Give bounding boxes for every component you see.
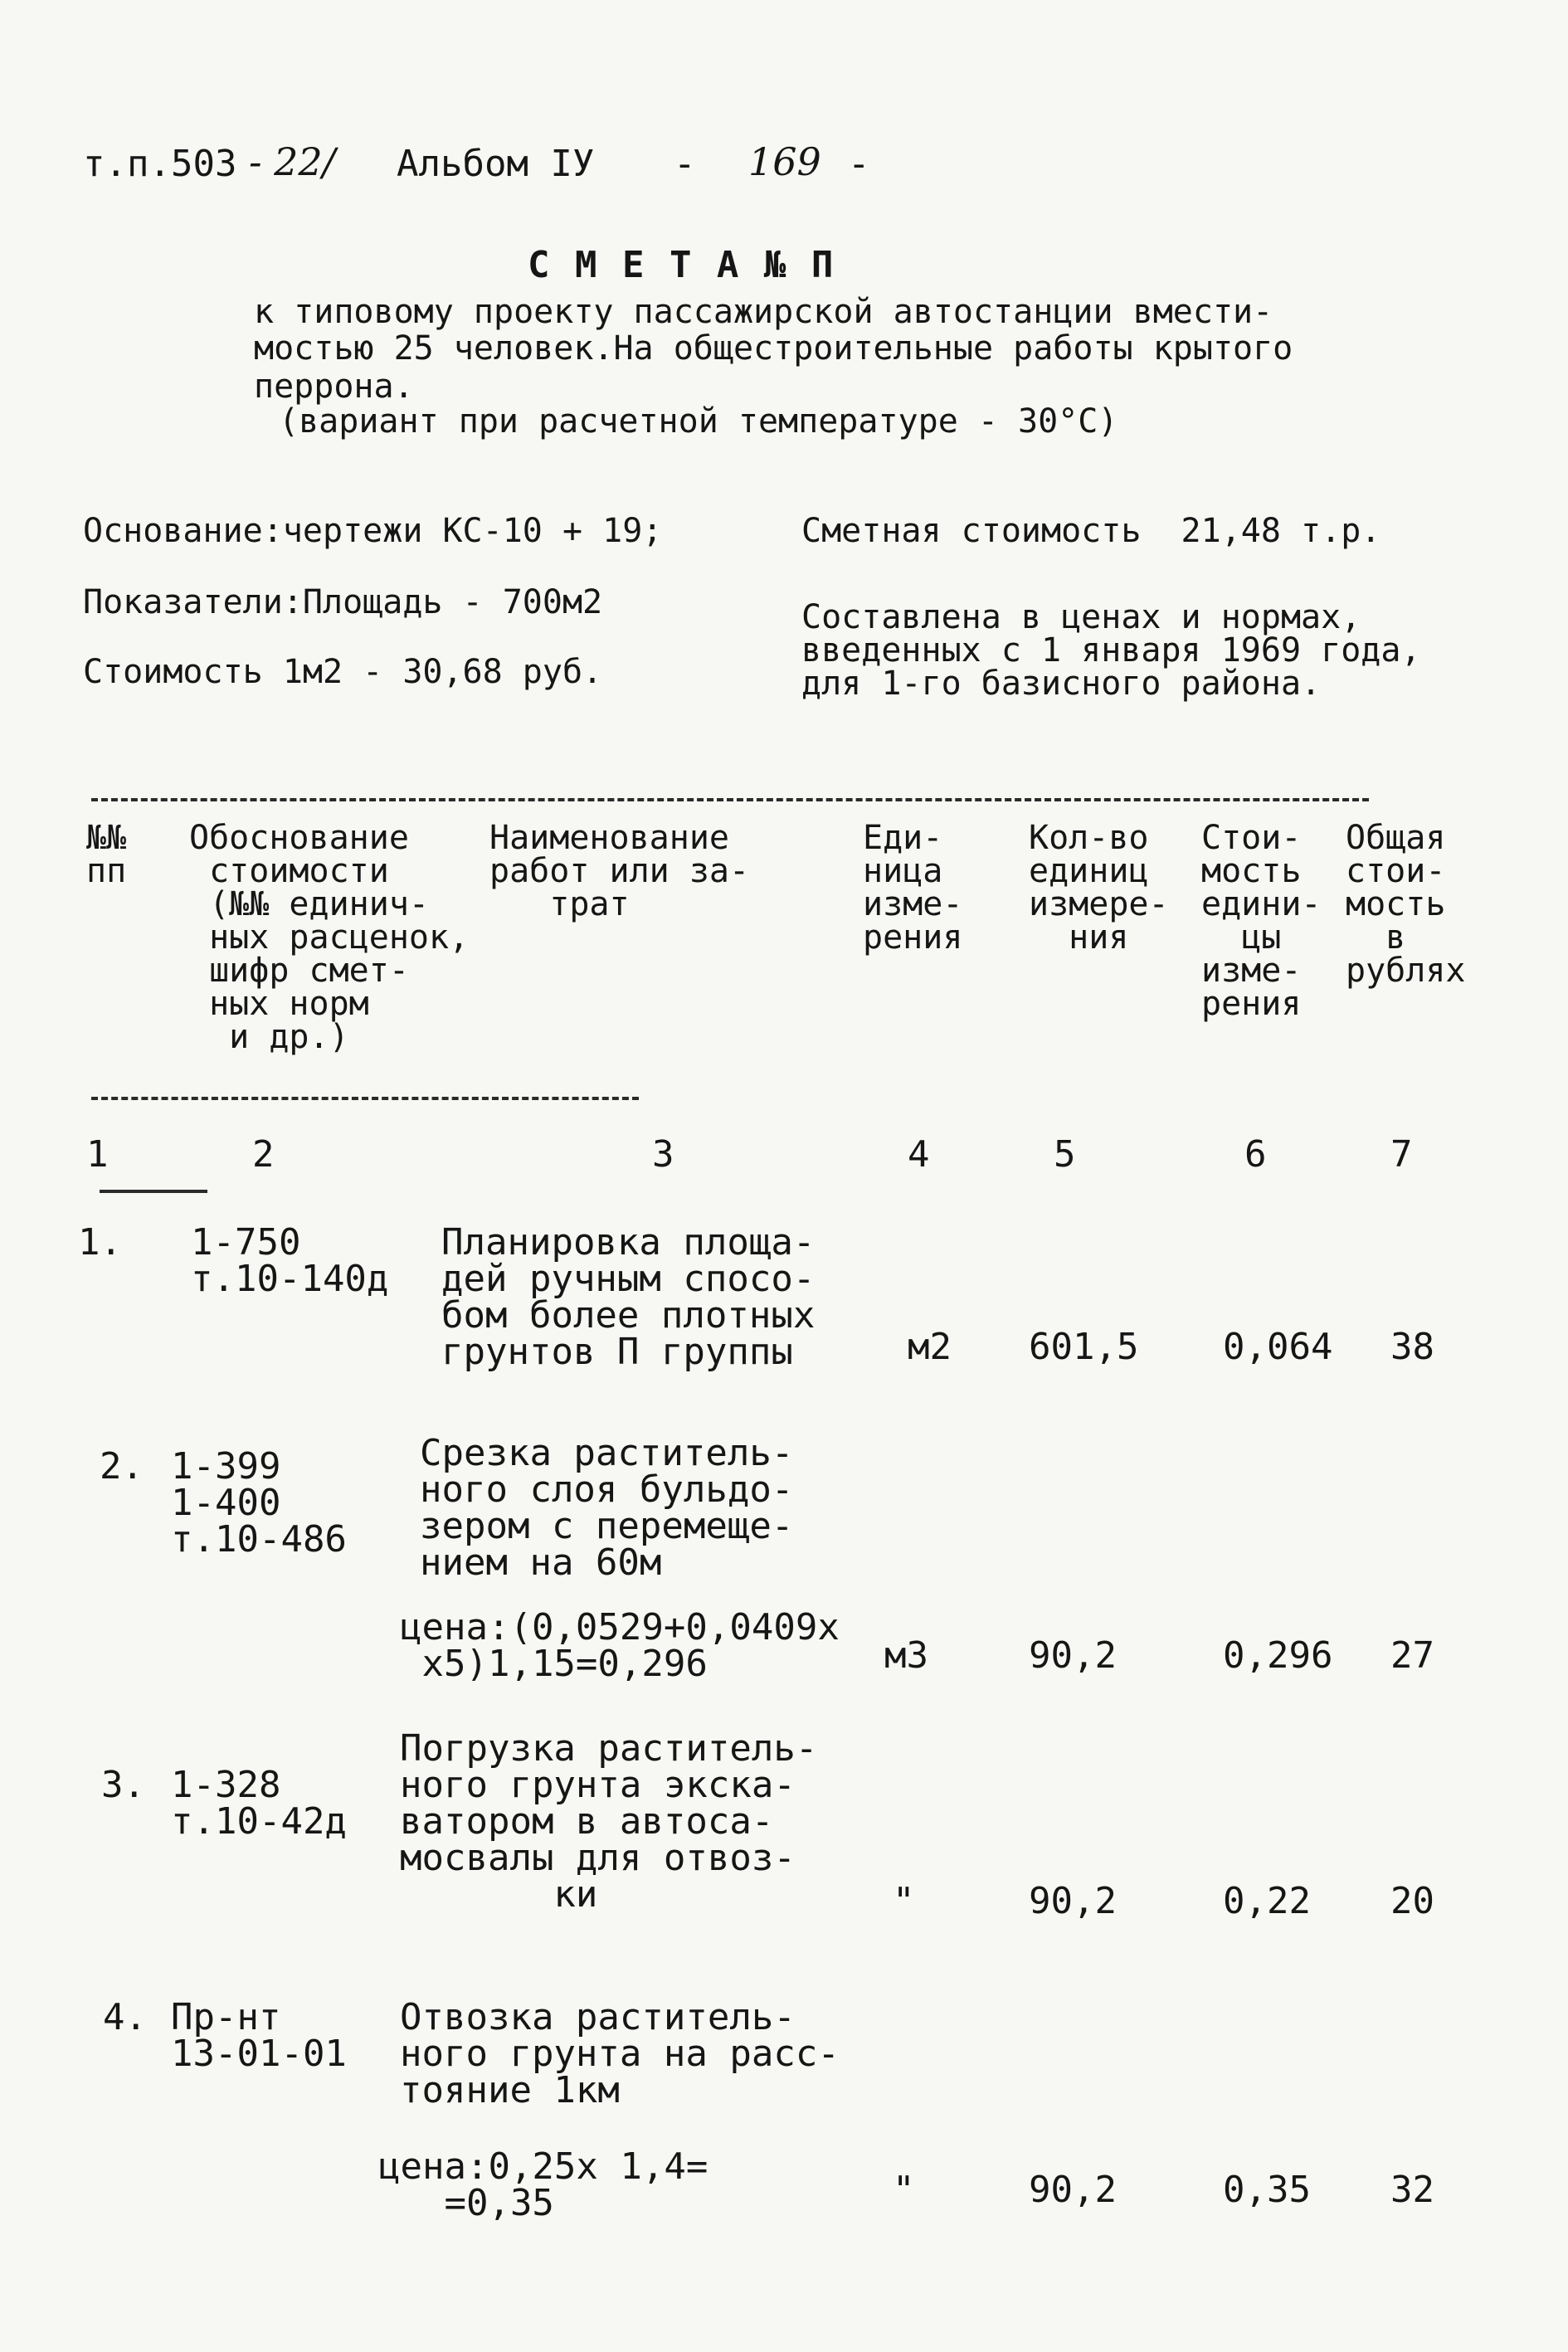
header-col-unit-cost: Стои- мость едини- цы изме- рения	[1201, 819, 1322, 1023]
row-1-qty: 601,5	[1029, 1326, 1139, 1368]
compiled-line-2: введенных с 1 января 1969 года,	[801, 631, 1421, 670]
row-3-name: Погрузка раститель- ного грунта экска- ватором в автоса- мосвалы для отвоз- ки	[400, 1727, 818, 1916]
row-3-qty: 90,2	[1029, 1880, 1117, 1922]
row-3-total: 20	[1390, 1880, 1434, 1922]
cost-per-m2-text: Стоимость 1м2 - 30,68 руб.	[83, 653, 603, 691]
compiled-line-1: Составлена в ценах и нормах,	[801, 598, 1361, 636]
title-line-2: мостью 25 человек.На общестроительные работы крытого	[254, 329, 1293, 368]
row-4-unit: "	[893, 2169, 915, 2211]
project-code: т.п.503	[83, 143, 237, 185]
row-4-number: 4.	[103, 1996, 147, 2038]
row-3-number: 3.	[101, 1764, 145, 1806]
row-4-name: Отвозка раститель- ного грунта на расс- тояние 1км	[400, 1996, 840, 2111]
colnum-6: 6	[1244, 1133, 1267, 1176]
row-4-unit-cost: 0,35	[1223, 2169, 1311, 2211]
document-title: С М Е Т А № П	[528, 244, 835, 286]
colnum-4: 4	[908, 1133, 930, 1176]
row-3-unit-cost: 0,22	[1223, 1880, 1311, 1922]
colnum-2: 2	[252, 1133, 275, 1176]
row-3-unit: "	[893, 1880, 915, 1922]
header-col-number: №№ пп	[86, 819, 127, 890]
row-4-price-note: цена:0,25х 1,4= =0,35	[378, 2145, 709, 2224]
header-col-name: Наименование работ или за- трат	[489, 819, 750, 923]
row-2-name: Срезка раститель- ного слоя бульдо- зером с перемеще- нием на 60м	[420, 1432, 794, 1584]
header-bottom-rule	[91, 1097, 639, 1100]
row-1-total: 38	[1390, 1326, 1434, 1368]
project-suffix: - 22/	[249, 139, 336, 184]
estimated-cost-text: Сметная стоимость 21,48 т.р.	[801, 512, 1381, 550]
header-dash: -	[674, 143, 696, 185]
row-2-number: 2.	[100, 1445, 144, 1488]
page-dash: -	[848, 143, 870, 185]
row-2-unit: м3	[884, 1634, 928, 1677]
header-col-basis: Обоснование стоимости (№№ единич- ных расценок, шифр смет- ных норм и др.)	[189, 819, 470, 1056]
row-1-name: Планировка площа- дей ручным спосо- бом более плотных грунтов П группы	[441, 1221, 816, 1373]
header-col-total: Общая стои- мость в рублях	[1346, 819, 1466, 990]
colnum-7: 7	[1390, 1133, 1413, 1176]
row-2-unit-cost: 0,296	[1223, 1634, 1333, 1677]
header-col-qty: Кол-во единиц измере- ния	[1029, 819, 1169, 957]
row-1-basis: 1-750 т.10-140д	[191, 1221, 389, 1300]
table-top-rule	[91, 798, 1369, 801]
basis-text: Основание:чертежи КС-10 + 19;	[83, 512, 663, 550]
row-4-total: 32	[1390, 2169, 1434, 2211]
compiled-line-3: для 1-го базисного района.	[801, 665, 1322, 703]
row-2-total: 27	[1390, 1634, 1434, 1677]
indicators-text: Показатели:Площадь - 700м2	[83, 583, 603, 621]
header-col-unit: Еди- ница изме- рения	[863, 819, 963, 957]
title-line-4: (вариант при расчетной температуре - 30°С)	[279, 402, 1118, 441]
row-1-unit: м2	[908, 1326, 952, 1368]
page-number: 169	[748, 139, 821, 184]
row-1-number: 1.	[78, 1221, 122, 1264]
row-2-basis: 1-399 1-400 т.10-486	[171, 1445, 347, 1561]
row-3-basis: 1-328 т.10-42д	[171, 1764, 347, 1843]
row-2-price-note: цена:(0,0529+0,0409х х5)1,15=0,296	[400, 1606, 840, 1685]
row-4-basis: Пр-нт 13-01-01	[171, 1996, 347, 2075]
colnum-underline	[100, 1190, 207, 1193]
row-1-unit-cost: 0,064	[1223, 1326, 1333, 1368]
row-2-qty: 90,2	[1029, 1634, 1117, 1677]
colnum-1: 1	[86, 1133, 109, 1176]
colnum-5: 5	[1054, 1133, 1076, 1176]
title-line-3: перрона.	[254, 368, 414, 406]
row-4-qty: 90,2	[1029, 2169, 1117, 2211]
title-line-1: к типовому проекту пассажирской автостанции вмести-	[254, 293, 1273, 331]
album-label: Альбом IУ	[397, 143, 595, 185]
colnum-3: 3	[652, 1133, 674, 1176]
